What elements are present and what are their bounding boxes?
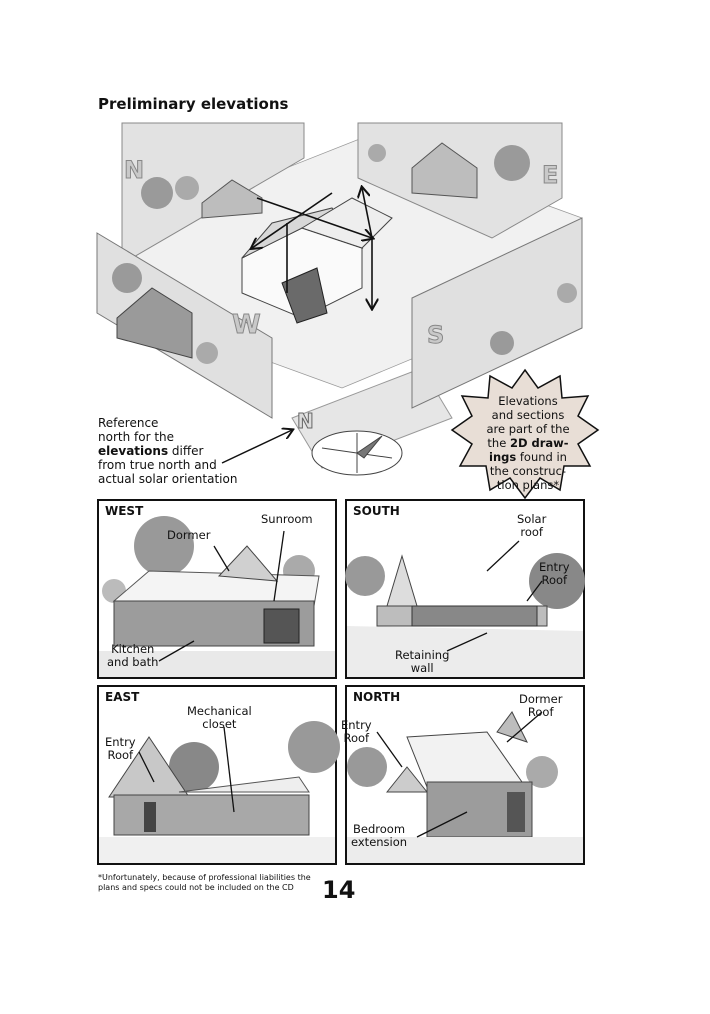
compass-rose: [312, 431, 402, 475]
wall-letter-n: N: [124, 156, 145, 184]
label-bedroom-extension: Bedroom extension: [351, 822, 408, 849]
page-number: 14: [322, 876, 356, 904]
reference-north-letter: N: [297, 409, 314, 433]
label-entry-roof: Entry Roof: [105, 735, 136, 762]
label-dormer: Dormer: [167, 528, 211, 542]
south-elevation-panel: [345, 499, 585, 679]
wall-letter-s: S: [427, 321, 445, 349]
north-elevation-panel: [341, 685, 585, 865]
panel-title: EAST: [105, 690, 140, 704]
label-retaining-wall: Retaining wall: [395, 648, 450, 675]
label-dormer-roof: Dormer Roof: [519, 692, 563, 719]
west-elevation-panel: [97, 499, 337, 679]
label-sunroom: Sunroom: [261, 512, 313, 526]
panel-title: SOUTH: [353, 504, 400, 518]
wall-letter-e: E: [542, 161, 559, 189]
label-kitchen-bath: Kitchen and bath: [107, 642, 159, 669]
wall-letter-w: W: [232, 310, 261, 340]
south-elevation-drawing: [347, 501, 583, 677]
callout-text: Elevations and sections are part of the the 2D draw- ings found in the construc- tion plans*: [486, 394, 570, 492]
panel-title: WEST: [105, 504, 144, 518]
label-entry-roof: Entry Roof: [539, 560, 570, 587]
east-elevation-panel: [97, 685, 337, 865]
panel-title: NORTH: [353, 690, 401, 704]
label-entry-roof: Entry Roof: [341, 718, 372, 745]
page-title: Preliminary elevations: [98, 95, 289, 113]
label-solar-roof: Solar roof: [517, 512, 547, 539]
label-mechanical-closet: Mechanical closet: [187, 704, 252, 731]
reference-north-note: Reference north for the elevations differ from true north and actual solar orientation: [98, 416, 238, 486]
footnote: *Unfortunately, because of professional liabilities the plans and specs could not be included on the CD: [98, 873, 311, 892]
